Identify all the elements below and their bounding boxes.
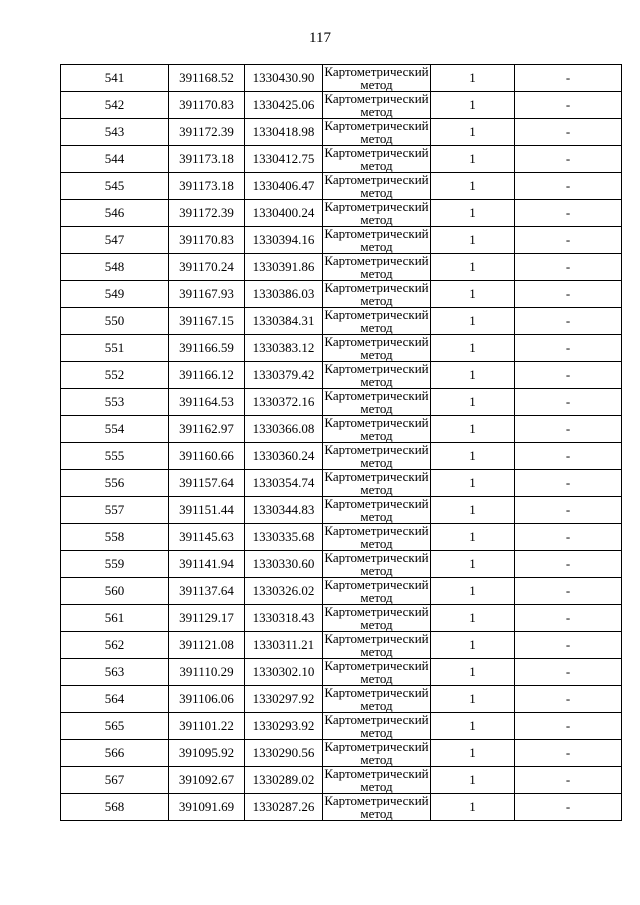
point-number-cell: 559 bbox=[61, 551, 169, 578]
method-line: Картометрический bbox=[324, 523, 429, 538]
y-coordinate-cell: 1330287.26 bbox=[245, 794, 323, 821]
method-cell bbox=[323, 470, 431, 497]
method-line: Картометрический bbox=[324, 577, 429, 592]
y-coordinate-cell: 1330354.74 bbox=[245, 470, 323, 497]
method-cell bbox=[323, 335, 431, 362]
method-line: Картометрический bbox=[324, 388, 429, 403]
accuracy-cell: 1 bbox=[431, 713, 515, 740]
method-line: метод bbox=[360, 482, 393, 497]
table-row bbox=[61, 227, 622, 254]
note-cell: - bbox=[515, 254, 622, 281]
note-cell: - bbox=[515, 362, 622, 389]
method-line: Картометрический bbox=[324, 145, 429, 160]
x-coordinate-cell: 391101.22 bbox=[169, 713, 245, 740]
note-cell: - bbox=[515, 389, 622, 416]
method-cell bbox=[323, 524, 431, 551]
method-cell bbox=[323, 200, 431, 227]
method-cell bbox=[323, 92, 431, 119]
x-coordinate-cell: 391170.83 bbox=[169, 92, 245, 119]
note-cell: - bbox=[515, 146, 622, 173]
table-row bbox=[61, 551, 622, 578]
y-coordinate-cell: 1330425.06 bbox=[245, 92, 323, 119]
method-line: Картометрический bbox=[324, 91, 429, 106]
table-row bbox=[61, 686, 622, 713]
accuracy-cell: 1 bbox=[431, 605, 515, 632]
y-coordinate-cell: 1330372.16 bbox=[245, 389, 323, 416]
method-line: метод bbox=[360, 644, 393, 659]
method-cell bbox=[323, 713, 431, 740]
method-cell bbox=[323, 281, 431, 308]
table-row bbox=[61, 389, 622, 416]
method-line: метод bbox=[360, 779, 393, 794]
method-line: метод bbox=[360, 77, 393, 92]
point-number-cell: 549 bbox=[61, 281, 169, 308]
point-number-cell: 563 bbox=[61, 659, 169, 686]
accuracy-cell: 1 bbox=[431, 119, 515, 146]
point-number-cell: 557 bbox=[61, 497, 169, 524]
table-row bbox=[61, 92, 622, 119]
method-line: метод bbox=[360, 185, 393, 200]
method-line: метод bbox=[360, 725, 393, 740]
point-number-cell: 542 bbox=[61, 92, 169, 119]
method-cell bbox=[323, 767, 431, 794]
x-coordinate-cell: 391129.17 bbox=[169, 605, 245, 632]
method-line: Картометрический bbox=[324, 712, 429, 727]
method-line: метод bbox=[360, 509, 393, 524]
method-line: Картометрический bbox=[324, 739, 429, 754]
method-line: метод bbox=[360, 617, 393, 632]
y-coordinate-cell: 1330330.60 bbox=[245, 551, 323, 578]
note-cell: - bbox=[515, 335, 622, 362]
point-number-cell: 564 bbox=[61, 686, 169, 713]
x-coordinate-cell: 391092.67 bbox=[169, 767, 245, 794]
y-coordinate-cell: 1330311.21 bbox=[245, 632, 323, 659]
note-cell: - bbox=[515, 794, 622, 821]
method-line: Картометрический bbox=[324, 334, 429, 349]
note-cell: - bbox=[515, 308, 622, 335]
method-line: Картометрический bbox=[324, 415, 429, 430]
table-row bbox=[61, 119, 622, 146]
x-coordinate-cell: 391166.59 bbox=[169, 335, 245, 362]
table-row bbox=[61, 335, 622, 362]
note-cell: - bbox=[515, 92, 622, 119]
accuracy-cell: 1 bbox=[431, 200, 515, 227]
x-coordinate-cell: 391172.39 bbox=[169, 119, 245, 146]
point-number-cell: 553 bbox=[61, 389, 169, 416]
point-number-cell: 546 bbox=[61, 200, 169, 227]
note-cell: - bbox=[515, 119, 622, 146]
method-cell bbox=[323, 686, 431, 713]
accuracy-cell: 1 bbox=[431, 389, 515, 416]
y-coordinate-cell: 1330383.12 bbox=[245, 335, 323, 362]
accuracy-cell: 1 bbox=[431, 497, 515, 524]
note-cell: - bbox=[515, 740, 622, 767]
point-number-cell: 543 bbox=[61, 119, 169, 146]
method-line: Картометрический bbox=[324, 199, 429, 214]
note-cell: - bbox=[515, 65, 622, 92]
method-line: метод bbox=[360, 671, 393, 686]
table-row bbox=[61, 173, 622, 200]
accuracy-cell: 1 bbox=[431, 281, 515, 308]
point-number-cell: 558 bbox=[61, 524, 169, 551]
y-coordinate-cell: 1330418.98 bbox=[245, 119, 323, 146]
method-cell bbox=[323, 578, 431, 605]
note-cell: - bbox=[515, 173, 622, 200]
method-cell bbox=[323, 146, 431, 173]
method-cell bbox=[323, 659, 431, 686]
table-row bbox=[61, 497, 622, 524]
accuracy-cell: 1 bbox=[431, 767, 515, 794]
table-row bbox=[61, 281, 622, 308]
method-line: метод bbox=[360, 563, 393, 578]
accuracy-cell: 1 bbox=[431, 416, 515, 443]
point-number-cell: 545 bbox=[61, 173, 169, 200]
table-row bbox=[61, 362, 622, 389]
table-row bbox=[61, 308, 622, 335]
note-cell: - bbox=[515, 767, 622, 794]
coordinates-table bbox=[60, 64, 622, 821]
point-number-cell: 551 bbox=[61, 335, 169, 362]
note-cell: - bbox=[515, 578, 622, 605]
y-coordinate-cell: 1330406.47 bbox=[245, 173, 323, 200]
x-coordinate-cell: 391173.18 bbox=[169, 173, 245, 200]
x-coordinate-cell: 391121.08 bbox=[169, 632, 245, 659]
method-line: метод bbox=[360, 698, 393, 713]
method-cell bbox=[323, 362, 431, 389]
table-row bbox=[61, 605, 622, 632]
method-cell bbox=[323, 227, 431, 254]
y-coordinate-cell: 1330289.02 bbox=[245, 767, 323, 794]
method-line: метод bbox=[360, 752, 393, 767]
accuracy-cell: 1 bbox=[431, 524, 515, 551]
accuracy-cell: 1 bbox=[431, 362, 515, 389]
note-cell: - bbox=[515, 443, 622, 470]
accuracy-cell: 1 bbox=[431, 794, 515, 821]
method-cell bbox=[323, 605, 431, 632]
note-cell: - bbox=[515, 281, 622, 308]
method-line: метод bbox=[360, 266, 393, 281]
note-cell: - bbox=[515, 605, 622, 632]
accuracy-cell: 1 bbox=[431, 335, 515, 362]
point-number-cell: 562 bbox=[61, 632, 169, 659]
x-coordinate-cell: 391091.69 bbox=[169, 794, 245, 821]
table-row bbox=[61, 578, 622, 605]
page-number: 117 bbox=[309, 30, 331, 46]
method-line: метод bbox=[360, 428, 393, 443]
x-coordinate-cell: 391145.63 bbox=[169, 524, 245, 551]
accuracy-cell: 1 bbox=[431, 632, 515, 659]
x-coordinate-cell: 391172.39 bbox=[169, 200, 245, 227]
method-line: метод bbox=[360, 374, 393, 389]
table-row bbox=[61, 146, 622, 173]
method-line: Картометрический bbox=[324, 64, 429, 79]
y-coordinate-cell: 1330318.43 bbox=[245, 605, 323, 632]
table-row bbox=[61, 632, 622, 659]
y-coordinate-cell: 1330412.75 bbox=[245, 146, 323, 173]
point-number-cell: 555 bbox=[61, 443, 169, 470]
method-cell bbox=[323, 65, 431, 92]
note-cell: - bbox=[515, 200, 622, 227]
method-line: Картометрический bbox=[324, 793, 429, 808]
method-cell bbox=[323, 794, 431, 821]
method-line: Картометрический bbox=[324, 307, 429, 322]
method-cell bbox=[323, 497, 431, 524]
point-number-cell: 560 bbox=[61, 578, 169, 605]
x-coordinate-cell: 391170.24 bbox=[169, 254, 245, 281]
method-cell bbox=[323, 119, 431, 146]
note-cell: - bbox=[515, 659, 622, 686]
accuracy-cell: 1 bbox=[431, 551, 515, 578]
point-number-cell: 552 bbox=[61, 362, 169, 389]
table-row bbox=[61, 65, 622, 92]
method-cell bbox=[323, 389, 431, 416]
point-number-cell: 556 bbox=[61, 470, 169, 497]
accuracy-cell: 1 bbox=[431, 65, 515, 92]
method-line: Картометрический bbox=[324, 766, 429, 781]
point-number-cell: 561 bbox=[61, 605, 169, 632]
coordinates-table-body bbox=[61, 65, 622, 821]
x-coordinate-cell: 391137.64 bbox=[169, 578, 245, 605]
method-cell bbox=[323, 173, 431, 200]
method-line: Картометрический bbox=[324, 604, 429, 619]
x-coordinate-cell: 391164.53 bbox=[169, 389, 245, 416]
method-line: Картометрический bbox=[324, 685, 429, 700]
method-line: метод bbox=[360, 455, 393, 470]
table-row bbox=[61, 794, 622, 821]
x-coordinate-cell: 391110.29 bbox=[169, 659, 245, 686]
x-coordinate-cell: 391167.15 bbox=[169, 308, 245, 335]
y-coordinate-cell: 1330386.03 bbox=[245, 281, 323, 308]
y-coordinate-cell: 1330391.86 bbox=[245, 254, 323, 281]
y-coordinate-cell: 1330384.31 bbox=[245, 308, 323, 335]
accuracy-cell: 1 bbox=[431, 470, 515, 497]
method-cell bbox=[323, 632, 431, 659]
accuracy-cell: 1 bbox=[431, 443, 515, 470]
method-cell bbox=[323, 308, 431, 335]
x-coordinate-cell: 391157.64 bbox=[169, 470, 245, 497]
method-cell bbox=[323, 443, 431, 470]
method-line: метод bbox=[360, 401, 393, 416]
x-coordinate-cell: 391095.92 bbox=[169, 740, 245, 767]
point-number-cell: 554 bbox=[61, 416, 169, 443]
table-row bbox=[61, 443, 622, 470]
y-coordinate-cell: 1330400.24 bbox=[245, 200, 323, 227]
x-coordinate-cell: 391168.52 bbox=[169, 65, 245, 92]
x-coordinate-cell: 391170.83 bbox=[169, 227, 245, 254]
method-line: Картометрический bbox=[324, 118, 429, 133]
table-row bbox=[61, 254, 622, 281]
method-cell bbox=[323, 416, 431, 443]
method-line: Картометрический bbox=[324, 253, 429, 268]
method-line: Картометрический bbox=[324, 550, 429, 565]
table-row bbox=[61, 470, 622, 497]
accuracy-cell: 1 bbox=[431, 659, 515, 686]
table-row bbox=[61, 659, 622, 686]
y-coordinate-cell: 1330344.83 bbox=[245, 497, 323, 524]
y-coordinate-cell: 1330335.68 bbox=[245, 524, 323, 551]
table-row bbox=[61, 713, 622, 740]
point-number-cell: 568 bbox=[61, 794, 169, 821]
note-cell: - bbox=[515, 497, 622, 524]
note-cell: - bbox=[515, 551, 622, 578]
method-line: Картометрический bbox=[324, 631, 429, 646]
method-line: Картометрический bbox=[324, 442, 429, 457]
point-number-cell: 550 bbox=[61, 308, 169, 335]
method-line: метод bbox=[360, 239, 393, 254]
accuracy-cell: 1 bbox=[431, 740, 515, 767]
accuracy-cell: 1 bbox=[431, 92, 515, 119]
accuracy-cell: 1 bbox=[431, 578, 515, 605]
method-line: метод bbox=[360, 536, 393, 551]
method-line: Картометрический bbox=[324, 280, 429, 295]
note-cell: - bbox=[515, 686, 622, 713]
y-coordinate-cell: 1330290.56 bbox=[245, 740, 323, 767]
x-coordinate-cell: 391167.93 bbox=[169, 281, 245, 308]
method-cell bbox=[323, 740, 431, 767]
method-line: Картометрический bbox=[324, 496, 429, 511]
y-coordinate-cell: 1330379.42 bbox=[245, 362, 323, 389]
y-coordinate-cell: 1330297.92 bbox=[245, 686, 323, 713]
x-coordinate-cell: 391106.06 bbox=[169, 686, 245, 713]
x-coordinate-cell: 391162.97 bbox=[169, 416, 245, 443]
y-coordinate-cell: 1330326.02 bbox=[245, 578, 323, 605]
point-number-cell: 548 bbox=[61, 254, 169, 281]
method-line: метод bbox=[360, 320, 393, 335]
note-cell: - bbox=[515, 227, 622, 254]
x-coordinate-cell: 391160.66 bbox=[169, 443, 245, 470]
y-coordinate-cell: 1330394.16 bbox=[245, 227, 323, 254]
y-coordinate-cell: 1330366.08 bbox=[245, 416, 323, 443]
x-coordinate-cell: 391151.44 bbox=[169, 497, 245, 524]
table-row bbox=[61, 740, 622, 767]
point-number-cell: 567 bbox=[61, 767, 169, 794]
method-cell bbox=[323, 551, 431, 578]
method-line: метод bbox=[360, 293, 393, 308]
point-number-cell: 541 bbox=[61, 65, 169, 92]
method-line: метод bbox=[360, 212, 393, 227]
method-line: метод bbox=[360, 131, 393, 146]
point-number-cell: 566 bbox=[61, 740, 169, 767]
method-line: Картометрический bbox=[324, 226, 429, 241]
y-coordinate-cell: 1330302.10 bbox=[245, 659, 323, 686]
table-row bbox=[61, 524, 622, 551]
y-coordinate-cell: 1330293.92 bbox=[245, 713, 323, 740]
accuracy-cell: 1 bbox=[431, 686, 515, 713]
method-line: метод bbox=[360, 347, 393, 362]
point-number-cell: 565 bbox=[61, 713, 169, 740]
accuracy-cell: 1 bbox=[431, 227, 515, 254]
table-row bbox=[61, 767, 622, 794]
method-line: Картометрический bbox=[324, 172, 429, 187]
x-coordinate-cell: 391141.94 bbox=[169, 551, 245, 578]
note-cell: - bbox=[515, 632, 622, 659]
method-line: метод bbox=[360, 806, 393, 821]
method-cell bbox=[323, 254, 431, 281]
note-cell: - bbox=[515, 416, 622, 443]
table-row bbox=[61, 416, 622, 443]
note-cell: - bbox=[515, 713, 622, 740]
y-coordinate-cell: 1330430.90 bbox=[245, 65, 323, 92]
accuracy-cell: 1 bbox=[431, 146, 515, 173]
x-coordinate-cell: 391166.12 bbox=[169, 362, 245, 389]
note-cell: - bbox=[515, 470, 622, 497]
table-row bbox=[61, 200, 622, 227]
method-line: Картометрический bbox=[324, 469, 429, 484]
point-number-cell: 544 bbox=[61, 146, 169, 173]
method-line: Картометрический bbox=[324, 658, 429, 673]
accuracy-cell: 1 bbox=[431, 254, 515, 281]
note-cell: - bbox=[515, 524, 622, 551]
method-line: метод bbox=[360, 590, 393, 605]
accuracy-cell: 1 bbox=[431, 173, 515, 200]
y-coordinate-cell: 1330360.24 bbox=[245, 443, 323, 470]
method-line: Картометрический bbox=[324, 361, 429, 376]
method-line: метод bbox=[360, 158, 393, 173]
point-number-cell: 547 bbox=[61, 227, 169, 254]
method-line: метод bbox=[360, 104, 393, 119]
x-coordinate-cell: 391173.18 bbox=[169, 146, 245, 173]
accuracy-cell: 1 bbox=[431, 308, 515, 335]
